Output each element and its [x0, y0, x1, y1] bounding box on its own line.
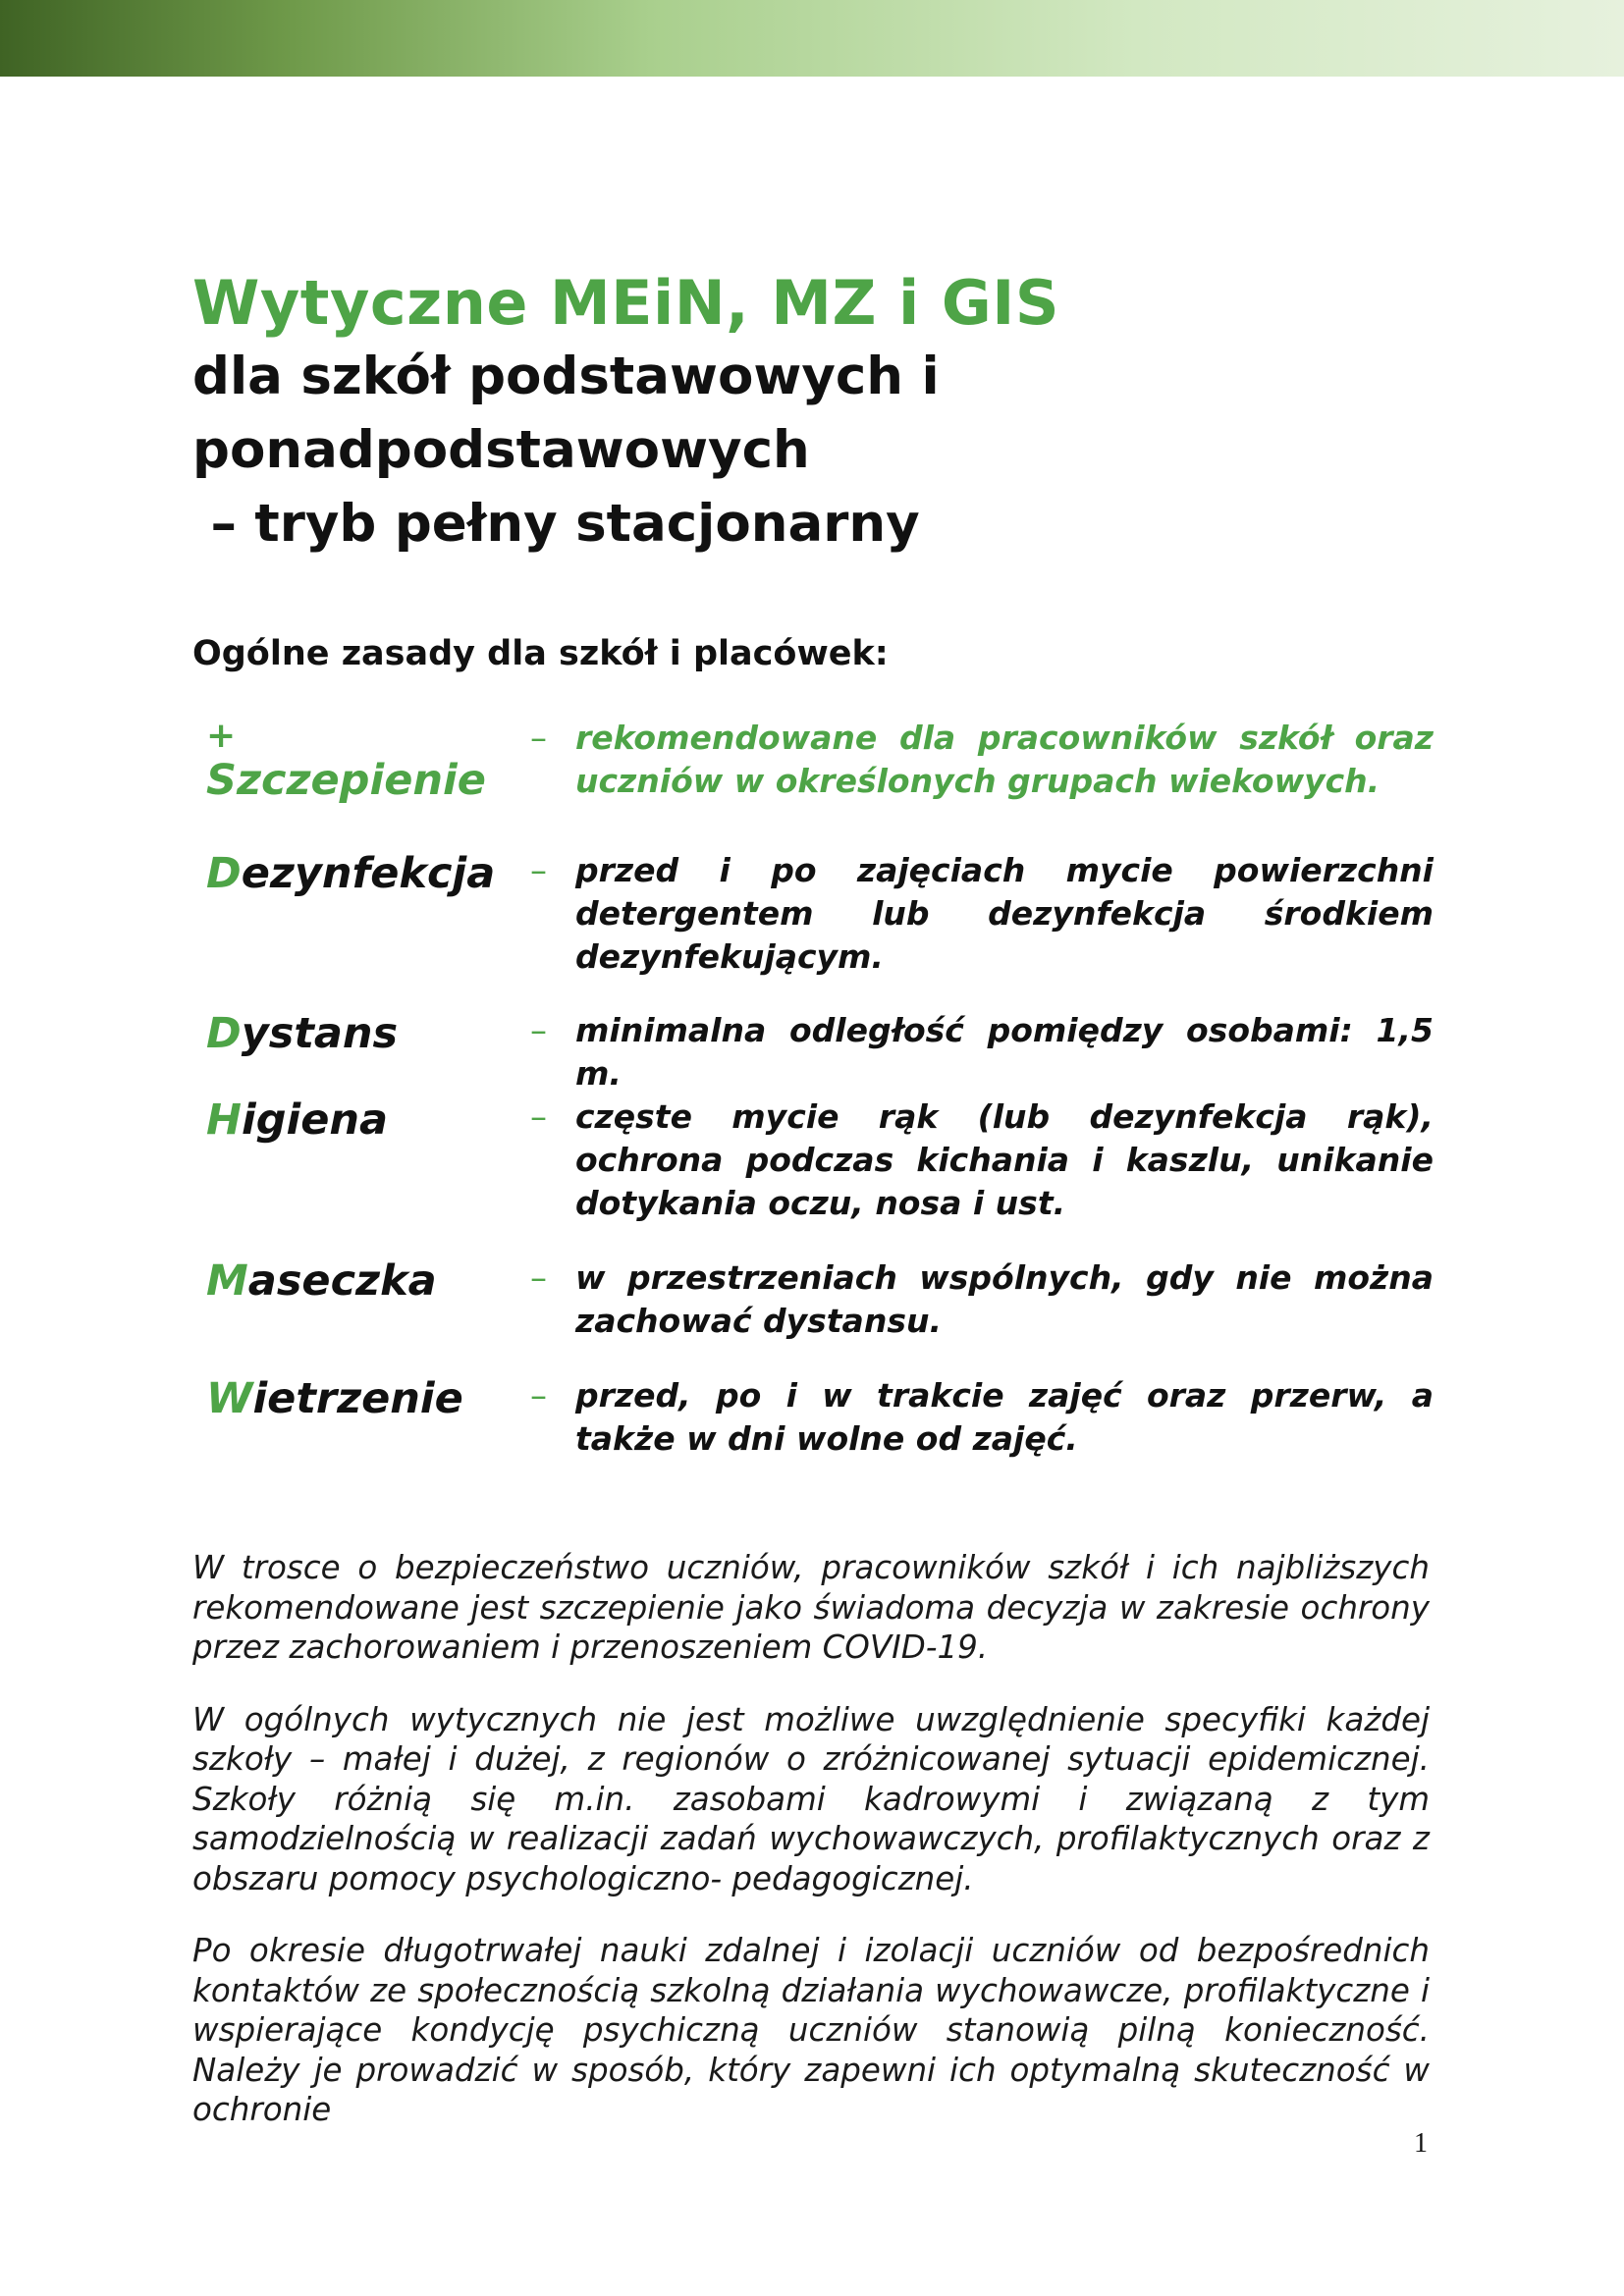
- rule-term-initial: W: [206, 1374, 253, 1423]
- header-gradient-bar: [0, 0, 1624, 77]
- rule-term-rest: igiena: [242, 1095, 389, 1145]
- rule-term: [206, 1256, 511, 1308]
- rule-description: przed, po i w trakcie zajęć oraz przerw, a także w dni wolne od zajęć.: [575, 1376, 1434, 1458]
- paragraph: W trosce o bezpieczeństwo uczniów, pracowników szkół i ich najbliższych rekomendowane jest szczepienie jako świadoma decyzja w zakresie ochrony przez zachorowaniem i przenoszeniem COVID-19.: [192, 1549, 1430, 1666]
- document-title: Wytyczne MEiN, MZ i GIS: [192, 267, 1059, 339]
- paragraph: Po okresie długotrwałej nauki zdalnej i izolacji uczniów od bezpośrednich kontaktów ze społecznością szkolną działania wychowawcze, profilaktyczne i wspierające kondycję psychiczną uczniów stanowią pilną konieczność. Należy je prowadzić w sposób, który zapewni ich optymalną skuteczność w ochronie: [192, 1932, 1430, 2128]
- title-block: [192, 267, 1449, 561]
- plus-icon: +: [206, 716, 237, 756]
- rule-term: [206, 717, 511, 807]
- rule-term: [206, 1009, 511, 1060]
- rule-term: [206, 849, 511, 900]
- page-number: 1: [1414, 2128, 1428, 2159]
- rule-term-initial: M: [206, 1256, 248, 1306]
- subtitle-line-2: ponadpodstawowych: [192, 420, 810, 481]
- rule-term-rest: aseczka: [247, 1256, 437, 1306]
- rule-dash: –: [530, 851, 547, 890]
- rule-dash: –: [530, 1376, 547, 1415]
- rule-term-initial: D: [206, 849, 242, 898]
- rule-term: [206, 1374, 511, 1425]
- subtitle-line-3: – tryb pełny stacjonarny: [192, 494, 920, 555]
- rule-term: [206, 1095, 511, 1147]
- rule-term-rest: ietrzenie: [252, 1374, 463, 1423]
- rule-term-text: Szczepienie: [206, 756, 486, 805]
- rule-description: częste mycie rąk (lub dezynfekcja rąk), ochrona podczas kichania i kaszlu, unikanie dotykania oczu, nosa i ust.: [575, 1097, 1434, 1222]
- rule-dash: –: [530, 1258, 547, 1298]
- rule-term-rest: ezynfekcja: [241, 849, 496, 898]
- rule-dash: –: [530, 1097, 547, 1137]
- body-text: [192, 1548, 1430, 2163]
- rule-term-rest: ystans: [241, 1009, 399, 1058]
- paragraph: W ogólnych wytycznych nie jest możliwe uwzględnienie specyfiki każdej szkoły – małej i dużej, z regionów o zróżnicowanej sytuacji epidemicznej. Szkoły różnią się m.in. zasobami kadrowymi i związaną z tym samodzielnością w realizacji zadań wychowawczych, profilaktycznych oraz z obszaru pomocy psychologiczno- pedagogicznej.: [192, 1700, 1430, 1897]
- subtitle-line-1: dla szkół podstawowych i: [192, 347, 940, 407]
- rule-dash: –: [530, 719, 547, 758]
- rule-term-initial: D: [206, 1009, 242, 1058]
- section-heading: Ogólne zasady dla szkół i placówek:: [192, 634, 889, 673]
- rule-dash: –: [530, 1011, 547, 1050]
- rule-description: przed i po zajęciach mycie powierzchni detergentem lub dezynfekcja środkiem dezynfekującym.: [575, 851, 1434, 976]
- rule-description: minimalna odległość pomiędzy osobami: 1,5 m.: [575, 1011, 1434, 1093]
- rule-description: rekomendowane dla pracowników szkół oraz uczniów w określonych grupach wiekowych.: [575, 719, 1434, 800]
- rule-term-initial: H: [206, 1095, 242, 1145]
- rule-description: w przestrzeniach wspólnych, gdy nie można zachować dystansu.: [575, 1258, 1434, 1340]
